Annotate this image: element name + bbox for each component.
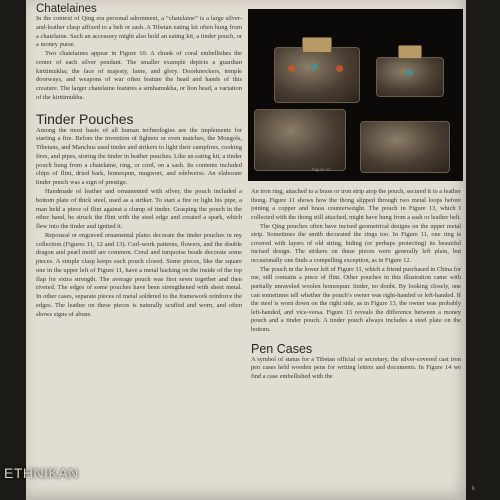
tinder-pouch-image <box>376 57 444 97</box>
tinder-paragraph-2: Handmade of leather and ornamented with silver, the pouch included a bottom plate of thick steel, used as a striker. To start a fire or light his pipe, a man held a piece of flint against a clump of tinder. Grasping the pouch in the other hand, he struck the flint with the steel edge and created a spark, which flew into the tinder and ignited it. <box>36 188 242 231</box>
coral-bead <box>288 65 295 72</box>
corner-mark: k <box>472 486 475 492</box>
pen-cases-heading: Pen Cases <box>251 341 313 356</box>
figure-caption: Figure 11 <box>312 167 331 172</box>
right-paragraph-1: An iron ring, attached to a brass or iron strip atop the pouch, secured it to a leather thong. Figure 11 shows how the thong slipped through two metal loops before joining a copper and brass counterweight. The pouch in Figure 13, which I collected with the thong still attached, might have hung from a sash or leather belt. <box>251 188 461 221</box>
coral-bead <box>336 65 343 72</box>
right-paragraph-2: The Qing pouches often have incised geometrical designs on the upper metal strip. Sometimes the smith decorated the rings too. In Figure 11, one ring is covered with layers of old string, hiding (or perhaps protecting) its beautiful incised design. The strikers on these pieces were generally left plain, but occasionally one finds a compelling exception, as in Figure 12. <box>251 222 461 264</box>
clasp-detail <box>398 45 422 59</box>
left-column <box>36 0 242 500</box>
tinder-pouch-image <box>360 121 450 173</box>
right-paragraph-3: The pouch in the lower left of Figure 11, which a friend purchased in China for me, still contains a piece of flint. Other pouches in this illustration came with partially unraveled woolen homespun: tinder, no doubt. By looking closely, one can sometimes tell whether the pouch’s owner was right-handed or left-handed. If the steel is worn down on the right side, as in Figure 13, the owner was probably left-handed, and vice-versa. Figure 13 reveals the difference between a money pouch and a tinder pouch. A tinder pouch always includes a steel plate on the bottom. <box>251 265 461 333</box>
tinder-pouches-heading: Tinder Pouches <box>36 110 134 127</box>
clasp-detail <box>302 37 332 53</box>
tinder-pouch-image <box>274 47 360 103</box>
chatelaines-paragraph-1: In the context of Qing era personal adornment, a “chatelaine” is a large silver-and-leather clasp affixed to a belt or sash. A Tibetan eating kit often hung from a chatelaine. Such an accessory might also hold an eating kit, a tinder pouch, or a money purse. <box>36 15 242 49</box>
turquoise-bead <box>311 63 318 70</box>
chatelaines-paragraph-2: Two chatelaines appear in Figure 10. A chunk of coral embellishes the center of each silver pendant. The smaller example depicts a guardian kirttimukha; the face of majesty, fame, and glory. Doorknockers, temple doorways, and weapons of war often feature the head and hands of this creature. The larger chatelaine features a simhamukha, or lion head, a variation of the kirttimukha. <box>36 50 242 101</box>
chatelaines-heading: Chatelaines <box>36 3 97 15</box>
tinder-paragraph-3: Repoussé or engraved ornamental plates decorate the tinder pouches in my collection (Figures 11, 12 and 13). Curl-work patterns, flowers, and the double dragon and pearl motif are common. Coral and turquoise beads decorate some pieces. A simple clasp keeps each pouch closed. Some pieces, like the square one in the upper left of Figure 11, have a metal backing on the inside of the top flap for extra strength. The average pouch was first sewn together and then riveted. The edges of some pouches have been strengthened with sheet metal. In other cases, separate pieces of metal soldered to the framework reinforce the edges. The leather on these pieces is naturally scuffed and worn, and often shows signs of abuse. <box>36 231 242 318</box>
pen-cases-paragraph-1: A symbol of status for a Tibetan official or secretary, the silver-covered cast iron pen cases held wooden pens for writing letters and documents. In Figure 14 we find a case embellished with the <box>251 355 461 380</box>
watermark-logo: ETHNIKAN <box>4 465 79 481</box>
tinder-paragraph-1: Among the most basic of all human technologies are the implements for starting a fire. Before the invention of lighters or even matches, the Mongols, Tibetans, and Manchus used tinder and strikers to light their campfires, cooking fires, and pipes, storing the tinder in leather pouches. Like an eating kit, a tinder pouch hung from a chatelaine, ring, or cord, on a sash. Its contents included chips of flint, dried bark, homespun, mugwort, and edelweiss. An elaborate tinder pouch was a sign of prestige. <box>36 126 242 187</box>
figure-11-photo <box>248 9 463 181</box>
right-column <box>251 188 461 500</box>
book-page <box>26 0 466 500</box>
tinder-pouch-image <box>254 109 346 171</box>
turquoise-bead <box>406 69 413 76</box>
